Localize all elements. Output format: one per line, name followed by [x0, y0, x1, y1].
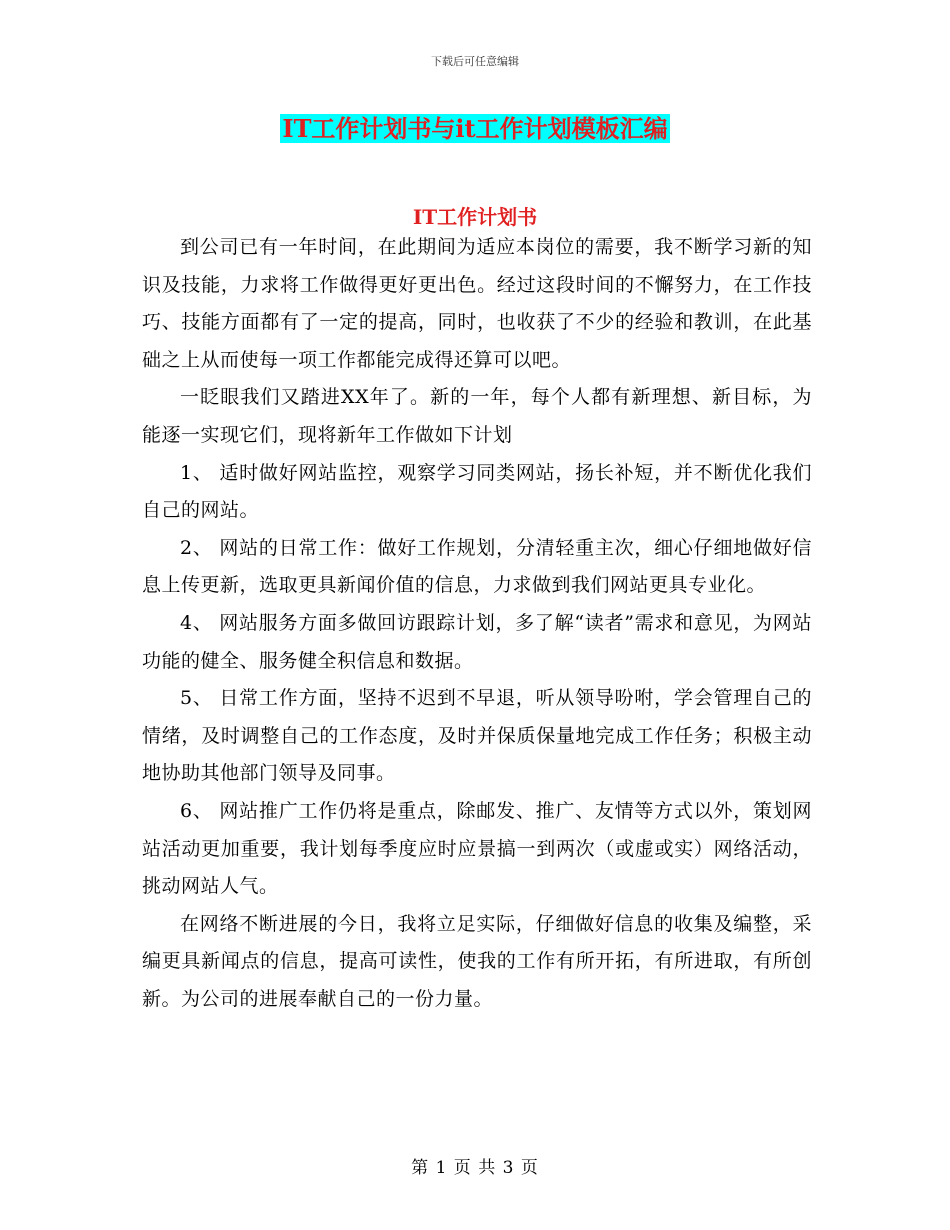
document-body	[142, 229, 812, 1018]
plan-item-5: 5、 日常工作方面，坚持不迟到不早退，听从领导吩咐，学会管理自己的情绪，及时调整自己的工作态度，及时并保质保量地完成工作任务；积极主动地协助其他部门领导及同事。	[142, 687, 812, 785]
plan-item-1: 1、 适时做好网站监控，观察学习同类网站，扬长补短，并不断优化我们自己的网站。	[142, 461, 812, 522]
main-title-text: IT工作计划书与it工作计划模板汇编	[282, 114, 668, 143]
paragraph-new-year: 一眨眼我们又踏进XX年了。新的一年，每个人都有新理想、新目标，为能逐一实现它们，现将新年工作做如下计划	[142, 386, 812, 446]
page-footer: 第 1 页 共 3 页	[411, 1158, 539, 1178]
plan-item-4: 4、 网站服务方面多做回访跟踪计划，多了解“读者”需求和意见，为网站功能的健全、服务健全积信息和数据。	[142, 611, 812, 672]
paragraph-conclusion: 在网络不断进展的今日，我将立足实际，仔细做好信息的收集及编整，采编更具新闻点的信息，提高可读性，使我的工作有所开拓，有所进取，有所创新。为公司的进展奉献自己的一份力量。	[142, 912, 812, 1010]
main-title	[0, 112, 950, 146]
plan-item-6: 6、 网站推广工作仍将是重点，除邮发、推广、友情等方式以外，策划网站活动更加重要，我计划每季度应时应景搞一到两次（或虚或实）网络活动，挑动网站人气。	[142, 799, 812, 898]
header-note: 下载后可任意编辑	[431, 55, 519, 68]
section-title: IT工作计划书	[412, 205, 538, 229]
paragraph-intro: 到公司已有一年时间，在此期间为适应本岗位的需要，我不断学习新的知识及技能，力求将工作做得更好更出色。经过这段时间的不懈努力，在工作技巧、技能方面都有了一定的提高，同时，也收获了不少的经验和教训，在此基础之上从而使每一项工作都能完成得还算可以吧。	[142, 236, 812, 371]
plan-item-2: 2、 网站的日常工作：做好工作规划，分清轻重主次，细心仔细地做好信息上传更新，选取更具新闻价值的信息，力求做到我们网站更具专业化。	[142, 536, 812, 597]
